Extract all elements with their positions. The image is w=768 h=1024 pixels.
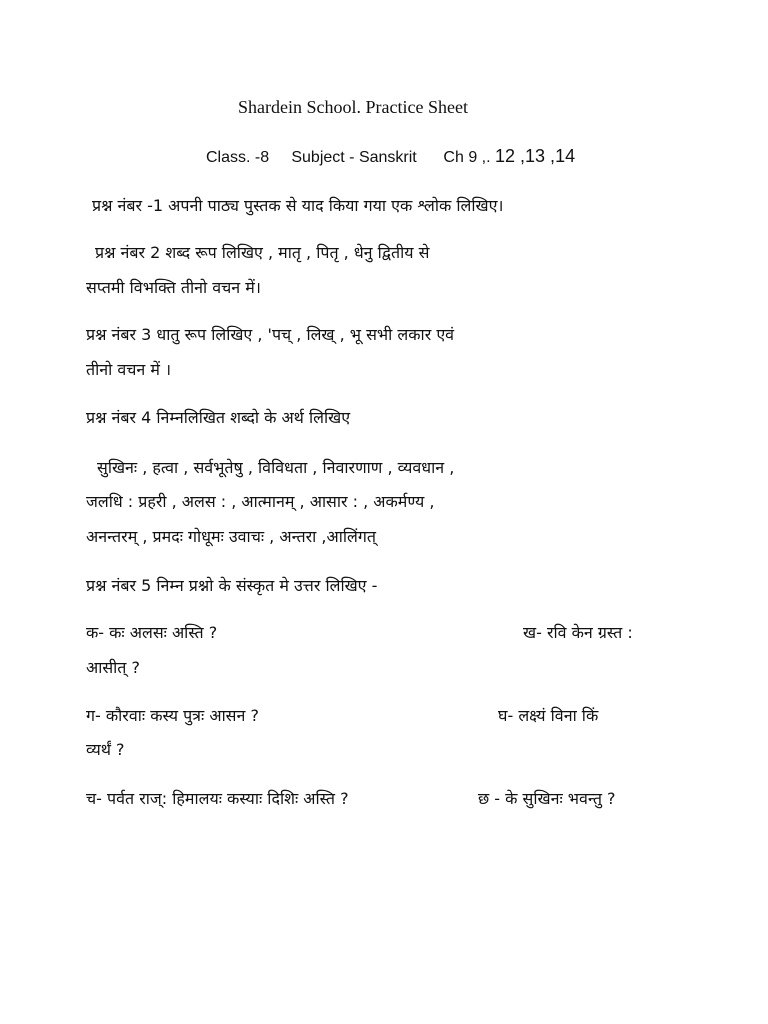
question-5-kha: ख- रवि केन ग्रस्त : (523, 623, 633, 642)
class-line (206, 146, 575, 168)
question-4-words-line-1: सुखिनः , हत्वा , सर्वभूतेषु , विविधता , निवारणाण , व्यवधान , (97, 458, 455, 477)
question-5-gha-continued: व्यर्थं ? (86, 740, 125, 759)
question-5-gha: घ- लक्ष्यं विना किं (498, 706, 599, 725)
question-5-chha: छ - के सुखिनः भवन्तु ? (478, 789, 616, 808)
page-title: Shardein School. Practice Sheet (238, 97, 468, 117)
question-2-line-2: सप्तमी विभक्ति तीनो वचन में। (86, 278, 261, 297)
question-5-kha-continued: आसीत् ? (86, 658, 141, 677)
question-4-words-line-3: अनन्तरम् , प्रमदः गोधूमः उवाचः , अन्तरा ,आलिंगत् (86, 527, 376, 546)
question-5-cha: च- पर्वत राज्: हिमालयः कस्याः दिशिः अस्ति ? (86, 789, 349, 808)
question-5-ka: क- कः अलसः अस्ति ? (86, 623, 218, 642)
question-5-ga: ग- कौरवाः कस्य पुत्रः आसन ? (86, 706, 259, 725)
chapter-numbers: 12 ,13 ,14 (495, 146, 576, 166)
question-2-line-1: प्रश्न नंबर 2 शब्द रूप लिखिए , मातृ , पितृ , धेनु द्वितीय से (95, 243, 430, 262)
class-label: Class. -8 (206, 149, 270, 166)
question-1: प्रश्न नंबर -1 अपनी पाठ्य पुस्तक से याद किया गया एक श्लोक लिखिए। (92, 196, 504, 215)
question-3-line-2: तीनो वचन में । (86, 360, 172, 379)
question-4-title: प्रश्न नंबर 4 निम्नलिखित शब्दो के अर्थ लिखिए (86, 408, 351, 427)
question-3-line-1: प्रश्न नंबर 3 धातु रूप लिखिए , 'पच् , लिख् , भू सभी लकार एवं (86, 325, 455, 344)
chapter-prefix: Ch 9 ,. (443, 149, 491, 166)
question-4-words-line-2: जलधि : प्रहरी , अलस : , आत्मानम् , आसार : , अकर्मण्य , (86, 492, 435, 511)
subject-label: Subject - Sanskrit (291, 149, 417, 166)
question-5-title: प्रश्न नंबर 5 निम्न प्रश्नो के संस्कृत मे उत्तर लिखिए - (86, 576, 378, 595)
